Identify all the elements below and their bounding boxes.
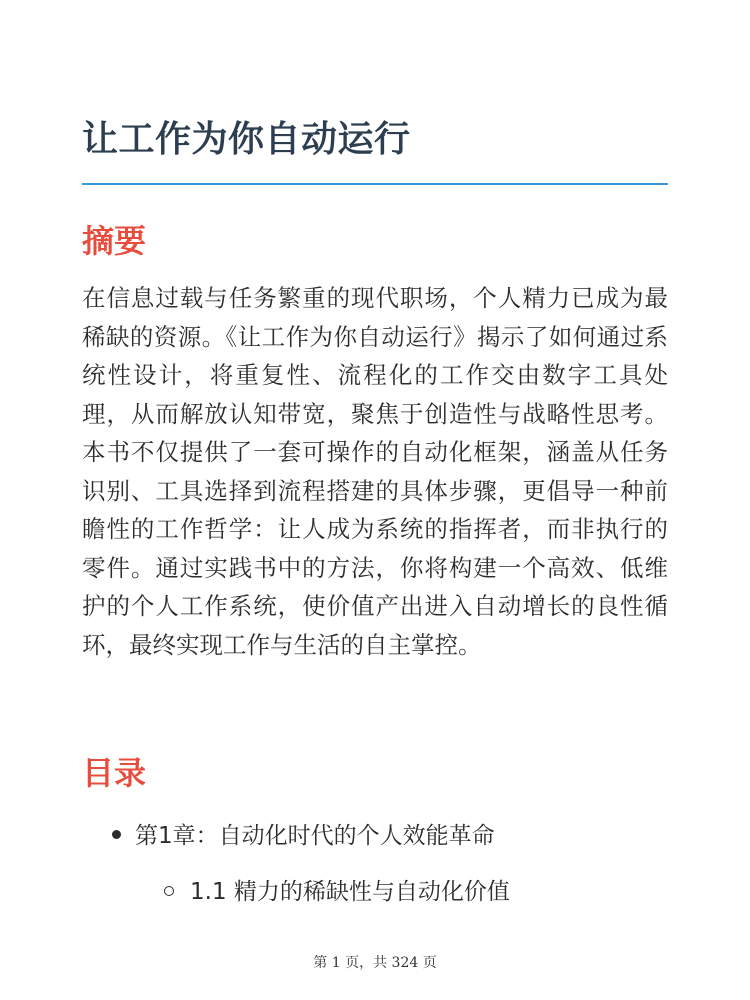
toc-heading: 目录 [82, 754, 147, 792]
bullet-circle-icon [164, 886, 174, 896]
toc-chapter-label: 第1章：自动化时代的个人效能革命 [135, 823, 495, 849]
abstract-paragraph: 在信息过载与任务繁重的现代职场，个人精力已成为最稀缺的资源。《让工作为你自动运行》揭示了如何通过系统性设计，将重复性、流程化的工作交由数字工具处理，从而解放认知带宽，聚焦于创造性与战略性思考。本书不仅提供了一套可操作的自动化框架，涵盖从任务识别、工具选择到流程搭建的具体步骤，更倡导一种前瞻性的工作哲学：让人成为系统的指挥者，而非执行的零件。通过实践书中的方法，你将构建一个高效、低维护的个人工作系统，使价值产出进入自动增长的良性循环，最终实现工作与生活的自主掌控。 [82, 284, 668, 659]
document-page [82, 0, 668, 1000]
bullet-disc-icon [112, 830, 121, 839]
toc-section-label: 1.1 精力的稀缺性与自动化价值 [190, 879, 510, 905]
toc-section-item[interactable] [164, 872, 510, 912]
document-title: 让工作为你自动运行 [82, 119, 411, 160]
toc-chapter-item[interactable] [112, 816, 495, 856]
title-divider [82, 183, 668, 185]
page-footer: 第 1 页，共 324 页 [313, 955, 437, 971]
abstract-heading: 摘要 [82, 222, 147, 260]
